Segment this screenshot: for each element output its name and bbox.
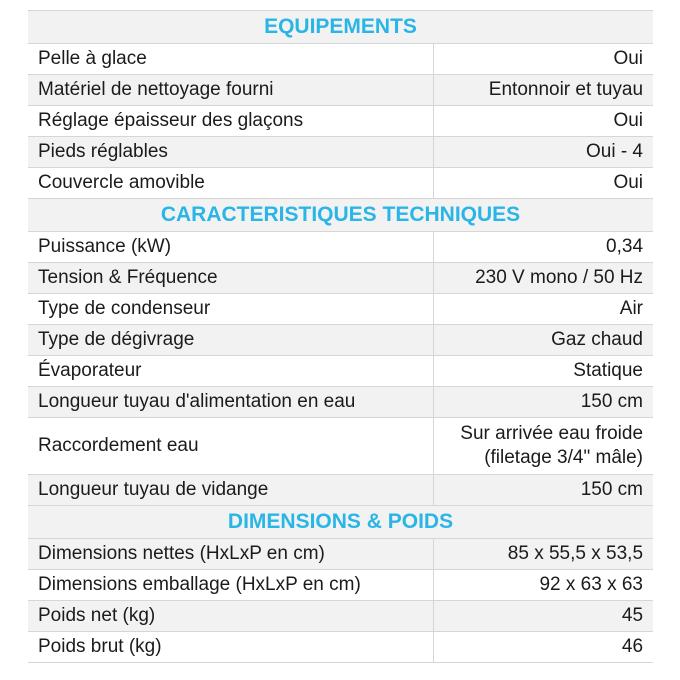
row-value: Air xyxy=(433,294,653,325)
section-header-equipements xyxy=(28,11,653,44)
table-row xyxy=(28,294,653,325)
section-title: CARACTERISTIQUES TECHNIQUES xyxy=(28,199,653,232)
row-label: Dimensions emballage (HxLxP en cm) xyxy=(28,570,433,601)
row-label: Évaporateur xyxy=(28,356,433,387)
table-row xyxy=(28,75,653,106)
row-value: 85 x 55,5 x 53,5 xyxy=(433,539,653,570)
section-title: DIMENSIONS & POIDS xyxy=(28,506,653,539)
table-row xyxy=(28,325,653,356)
row-label: Tension & Fréquence xyxy=(28,263,433,294)
spec-table xyxy=(28,10,653,663)
table-row xyxy=(28,387,653,418)
row-value: Oui xyxy=(433,168,653,199)
table-row xyxy=(28,232,653,263)
row-value: 45 xyxy=(433,601,653,632)
table-row xyxy=(28,601,653,632)
row-value: Gaz chaud xyxy=(433,325,653,356)
row-value: Oui xyxy=(433,106,653,137)
section-header-caracteristiques xyxy=(28,199,653,232)
row-label: Longueur tuyau d'alimentation en eau xyxy=(28,387,433,418)
row-value: 150 cm xyxy=(433,387,653,418)
row-value: Entonnoir et tuyau xyxy=(433,75,653,106)
row-label: Type de dégivrage xyxy=(28,325,433,356)
row-value: Oui xyxy=(433,44,653,75)
table-row xyxy=(28,168,653,199)
table-row xyxy=(28,539,653,570)
row-value: 230 V mono / 50 Hz xyxy=(433,263,653,294)
row-label: Réglage épaisseur des glaçons xyxy=(28,106,433,137)
row-value-line: (filetage 3/4" mâle) xyxy=(484,447,644,468)
section-header-dimensions xyxy=(28,506,653,539)
table-row xyxy=(28,137,653,168)
row-label: Dimensions nettes (HxLxP en cm) xyxy=(28,539,433,570)
table-row xyxy=(28,475,653,506)
row-label: Puissance (kW) xyxy=(28,232,433,263)
table-row xyxy=(28,106,653,137)
table-row xyxy=(28,356,653,387)
row-label: Poids brut (kg) xyxy=(28,632,433,663)
row-label: Matériel de nettoyage fourni xyxy=(28,75,433,106)
row-value: 150 cm xyxy=(433,475,653,506)
section-title: EQUIPEMENTS xyxy=(28,11,653,44)
row-value-line: Sur arrivée eau froide xyxy=(460,423,644,444)
row-value xyxy=(433,418,653,475)
row-value: 0,34 xyxy=(433,232,653,263)
row-label: Pelle à glace xyxy=(28,44,433,75)
row-label: Type de condenseur xyxy=(28,294,433,325)
table-row xyxy=(28,632,653,663)
row-label: Raccordement eau xyxy=(28,418,433,475)
row-value: Statique xyxy=(433,356,653,387)
row-value: Oui - 4 xyxy=(433,137,653,168)
table-row xyxy=(28,263,653,294)
table-row xyxy=(28,418,653,475)
row-label: Longueur tuyau de vidange xyxy=(28,475,433,506)
table-row xyxy=(28,44,653,75)
row-label: Pieds réglables xyxy=(28,137,433,168)
row-label: Couvercle amovible xyxy=(28,168,433,199)
row-value: 92 x 63 x 63 xyxy=(433,570,653,601)
table-row xyxy=(28,570,653,601)
row-label: Poids net (kg) xyxy=(28,601,433,632)
row-value: 46 xyxy=(433,632,653,663)
